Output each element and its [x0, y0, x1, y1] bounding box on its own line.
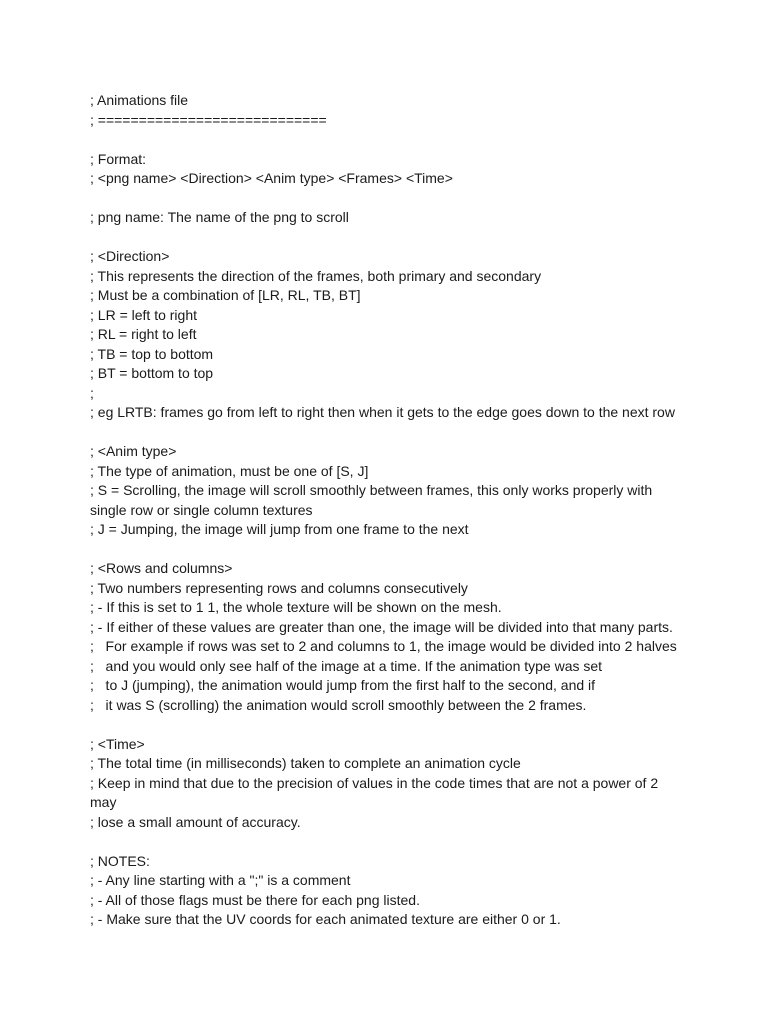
text-line: ;	[90, 384, 94, 401]
blank-line	[90, 228, 680, 248]
text-line: ; to J (jumping), the animation would jump from the first half to the second, and if	[90, 677, 596, 693]
text-line: ; TB = top to bottom	[90, 345, 214, 362]
text-line: ; <Anim type>	[90, 443, 177, 459]
text-line: ; Must be a combination of [LR, RL, TB, BT]	[90, 287, 361, 303]
blank-line	[90, 189, 680, 209]
text-line: ; <png name> <Direction> <Anim type> <Frames> <Time>	[90, 170, 453, 186]
text-line: ; This represents the direction of the frames, both primary and secondary	[90, 267, 542, 284]
text-line: ; - If either of these values are greater than one, the image will be divided into that many parts.	[90, 618, 673, 635]
text-line: ; S = Scrolling, the image will scroll smoothly between frames, this only works properly with single row or single column textures	[90, 482, 657, 518]
text-line: ; The total time (in milliseconds) taken to complete an animation cycle	[90, 755, 521, 771]
text-line: ; LR = left to right	[90, 306, 197, 323]
text-line: ; ============================	[90, 111, 327, 128]
text-line: ; png name: The name of the png to scroll	[90, 209, 349, 225]
text-line: ; Two numbers representing rows and columns consecutively	[90, 579, 468, 596]
blank-line	[90, 715, 680, 735]
blank-line	[90, 832, 680, 852]
text-line: ; - All of those flags must be there for each png listed.	[90, 891, 420, 908]
text-line: ; For example if rows was set to 2 and columns to 1, the image would be divided into 2 halves	[90, 638, 677, 654]
text-line: ; Keep in mind that due to the precision of values in the code times that are not a power of 2 may	[90, 774, 663, 810]
text-line: ; <Direction>	[90, 248, 170, 264]
text-line: ; Animations file	[90, 92, 189, 108]
text-line: ; <Rows and columns>	[90, 560, 233, 576]
blank-line	[90, 130, 680, 150]
text-line: ; and you would only see half of the image at a time. If the animation type was set	[90, 657, 603, 674]
text-line: ; J = Jumping, the image will jump from one frame to the next	[90, 521, 469, 537]
blank-line	[90, 423, 680, 443]
document-body	[90, 91, 680, 930]
blank-line	[90, 540, 680, 560]
text-line: ; lose a small amount of accuracy.	[90, 813, 301, 830]
text-line: ; it was S (scrolling) the animation would scroll smoothly between the 2 frames.	[90, 696, 587, 713]
text-line: ; - Make sure that the UV coords for each animated texture are either 0 or 1.	[90, 911, 561, 927]
text-line: ; - Any line starting with a ";" is a comment	[90, 872, 351, 888]
text-line: ; Format:	[90, 150, 147, 167]
text-line: ; - If this is set to 1 1, the whole texture will be shown on the mesh.	[90, 599, 502, 615]
text-line: ; BT = bottom to top	[90, 365, 214, 381]
text-line: ; <Time>	[90, 735, 145, 752]
text-line: ; RL = right to left	[90, 326, 197, 342]
text-line: ; NOTES:	[90, 852, 150, 869]
text-line: ; The type of animation, must be one of [S, J]	[90, 462, 369, 479]
text-line: ; eg LRTB: frames go from left to right then when it gets to the edge goes down to the next row	[90, 404, 675, 420]
